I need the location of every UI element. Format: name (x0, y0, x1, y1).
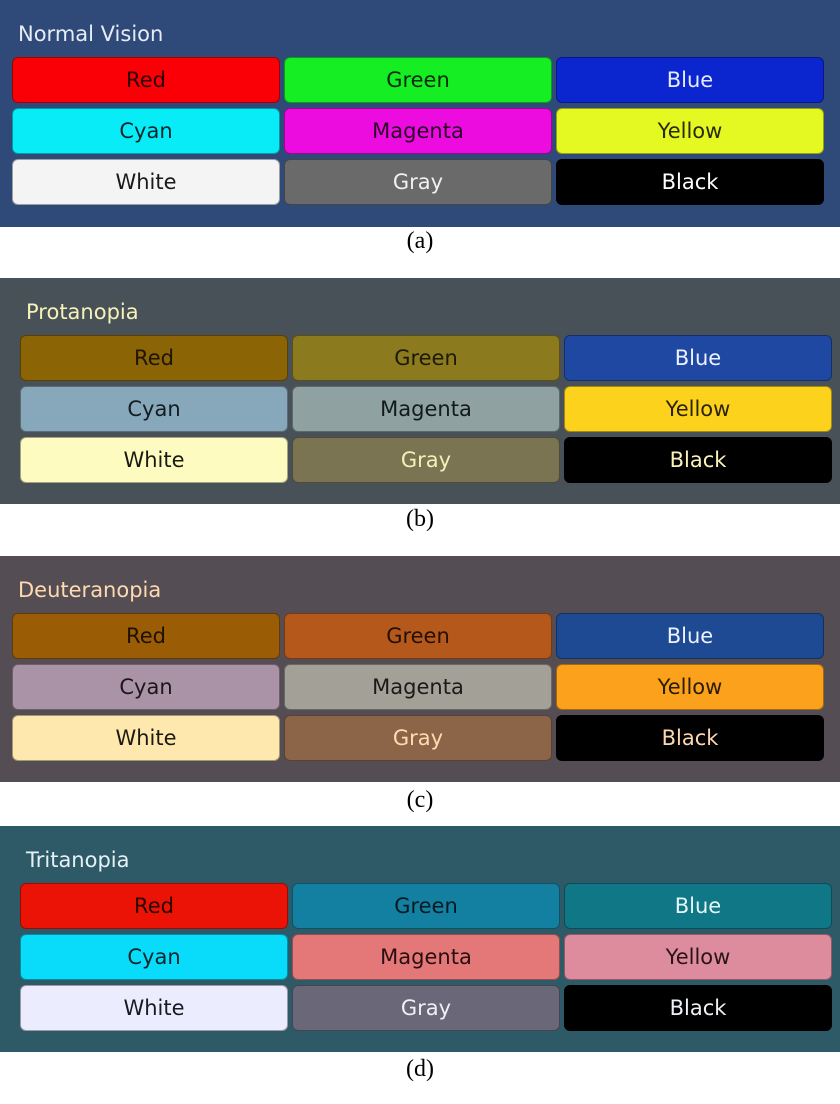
black-button[interactable]: Black (556, 715, 824, 761)
panel-deuteranopia (0, 556, 840, 782)
gray-button[interactable]: Gray (292, 437, 560, 483)
magenta-button[interactable]: Magenta (284, 108, 552, 154)
magenta-button[interactable]: Magenta (284, 664, 552, 710)
blue-button[interactable]: Blue (556, 57, 824, 103)
red-button[interactable]: Red (12, 57, 280, 103)
yellow-button[interactable]: Yellow (564, 934, 832, 980)
gray-button[interactable]: Gray (292, 985, 560, 1031)
green-button[interactable]: Green (284, 57, 552, 103)
color-button-grid (12, 613, 824, 761)
red-button[interactable]: Red (20, 335, 288, 381)
caption-d: (d) (406, 1056, 434, 1082)
caption-c: (c) (406, 787, 434, 813)
panel-title: Normal Vision (18, 22, 164, 46)
black-button[interactable]: Black (564, 437, 832, 483)
panel-title: Tritanopia (26, 848, 130, 872)
panel-protanopia (0, 278, 840, 504)
yellow-button[interactable]: Yellow (564, 386, 832, 432)
caption-b: (b) (406, 506, 434, 532)
white-button[interactable]: White (20, 437, 288, 483)
white-button[interactable]: White (20, 985, 288, 1031)
color-button-grid (12, 57, 824, 205)
green-button[interactable]: Green (284, 613, 552, 659)
blue-button[interactable]: Blue (556, 613, 824, 659)
magenta-button[interactable]: Magenta (292, 934, 560, 980)
white-button[interactable]: White (12, 159, 280, 205)
color-button-grid (20, 883, 832, 1031)
caption-a: (a) (406, 228, 434, 254)
panel-normal-vision (0, 0, 840, 227)
blue-button[interactable]: Blue (564, 883, 832, 929)
panel-title: Deuteranopia (18, 578, 162, 602)
cyan-button[interactable]: Cyan (12, 108, 280, 154)
panel-tritanopia (0, 826, 840, 1052)
red-button[interactable]: Red (12, 613, 280, 659)
black-button[interactable]: Black (556, 159, 824, 205)
gray-button[interactable]: Gray (284, 715, 552, 761)
magenta-button[interactable]: Magenta (292, 386, 560, 432)
cyan-button[interactable]: Cyan (20, 934, 288, 980)
panel-title: Protanopia (26, 300, 139, 324)
green-button[interactable]: Green (292, 883, 560, 929)
white-button[interactable]: White (12, 715, 280, 761)
color-button-grid (20, 335, 832, 483)
red-button[interactable]: Red (20, 883, 288, 929)
yellow-button[interactable]: Yellow (556, 664, 824, 710)
cyan-button[interactable]: Cyan (20, 386, 288, 432)
cyan-button[interactable]: Cyan (12, 664, 280, 710)
green-button[interactable]: Green (292, 335, 560, 381)
gray-button[interactable]: Gray (284, 159, 552, 205)
black-button[interactable]: Black (564, 985, 832, 1031)
yellow-button[interactable]: Yellow (556, 108, 824, 154)
blue-button[interactable]: Blue (564, 335, 832, 381)
